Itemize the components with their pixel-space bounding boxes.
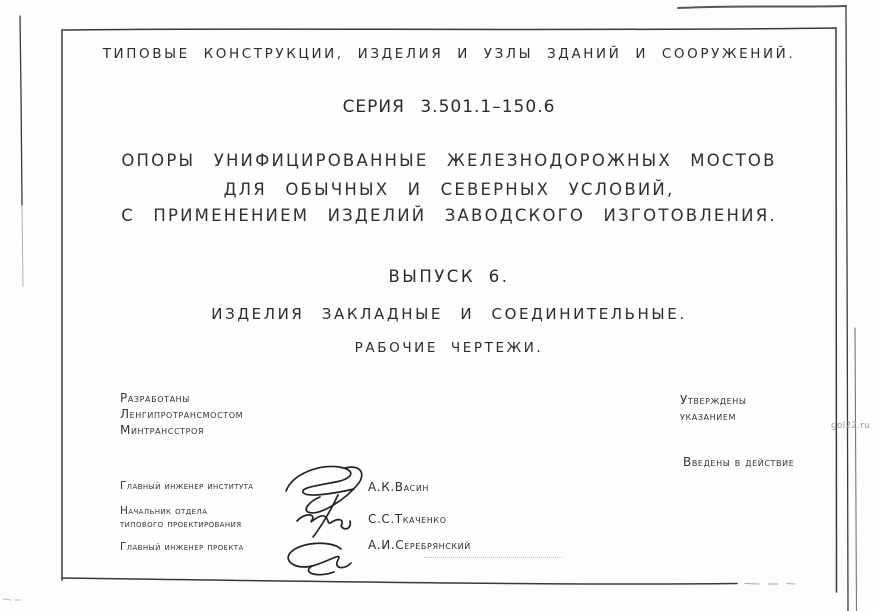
signature-tkachenko [297,495,350,537]
title-line-3: С ПРИМЕНЕНИЕМ ИЗДЕЛИЙ ЗАВОДСКОГО ИЗГОТОВЛЕНИЯ. [121,206,777,225]
signature-role-1: Главный инженер института [120,480,254,492]
developed-by-block [120,391,243,437]
bottom-left-specks [3,599,20,600]
signature-vasin [286,466,362,512]
signature-serebryansky [288,543,351,574]
series-number: СЕРИЯ 3.501.1–150.6 [342,97,556,117]
document-classification-header: ТИПОВЫЕ КОНСТРУКЦИИ, ИЗДЕЛИЯ И УЗЛЫ ЗДАНИЙ И СООРУЖЕНИЙ. [102,46,796,62]
signature-name-3: А.И.Серебрянский [368,538,471,552]
subtitle-contents: ИЗДЕЛИЯ ЗАКЛАДНЫЕ И СОЕДИНИТЕЛЬНЫЕ. [211,305,687,323]
dotted-fill-line [424,556,562,558]
right-page-edge-line-2 [855,328,857,611]
signature-name-2: С.С.Ткаченко [368,512,447,526]
signature-role-2: Начальник отдела типового проектирования [120,505,242,530]
developed-label: Разработаны [120,391,190,405]
right-page-edge-line-1 [846,6,848,611]
approved-line-2: указанием [680,409,736,423]
frame-bottom [62,578,737,584]
effective-line: Введены в действие [683,455,795,469]
left-page-edge-line [20,16,22,205]
title-line-1: ОПОРЫ УНИФИЦИРОВАННЫЕ ЖЕЛЕЗНОДОРОЖНЫХ МОСТОВ [121,151,777,170]
signature-role-3: Главный инженер проекта [120,541,244,553]
developed-org-2: Минтрансстроя [120,423,205,437]
approved-block [680,393,747,423]
left-page-edge-line-faded [22,205,23,286]
title-line-2: ДЛЯ ОБЫЧНЫХ И СЕВЕРНЫХ УСЛОВИЙ, [223,180,675,199]
developed-org-1: Ленгипротрансмостом [120,407,244,421]
signature-name-1: А.К.Васин [368,480,430,494]
frame-bottom-dashes [745,584,795,585]
top-right-page-edge-line [678,6,846,8]
approved-line-1: Утверждены [680,393,747,407]
site-watermark: gol22.ru [831,421,871,431]
issue-number: ВЫПУСК 6. [388,267,510,286]
subtitle-drawings: РАБОЧИЕ ЧЕРТЕЖИ. [354,340,544,356]
